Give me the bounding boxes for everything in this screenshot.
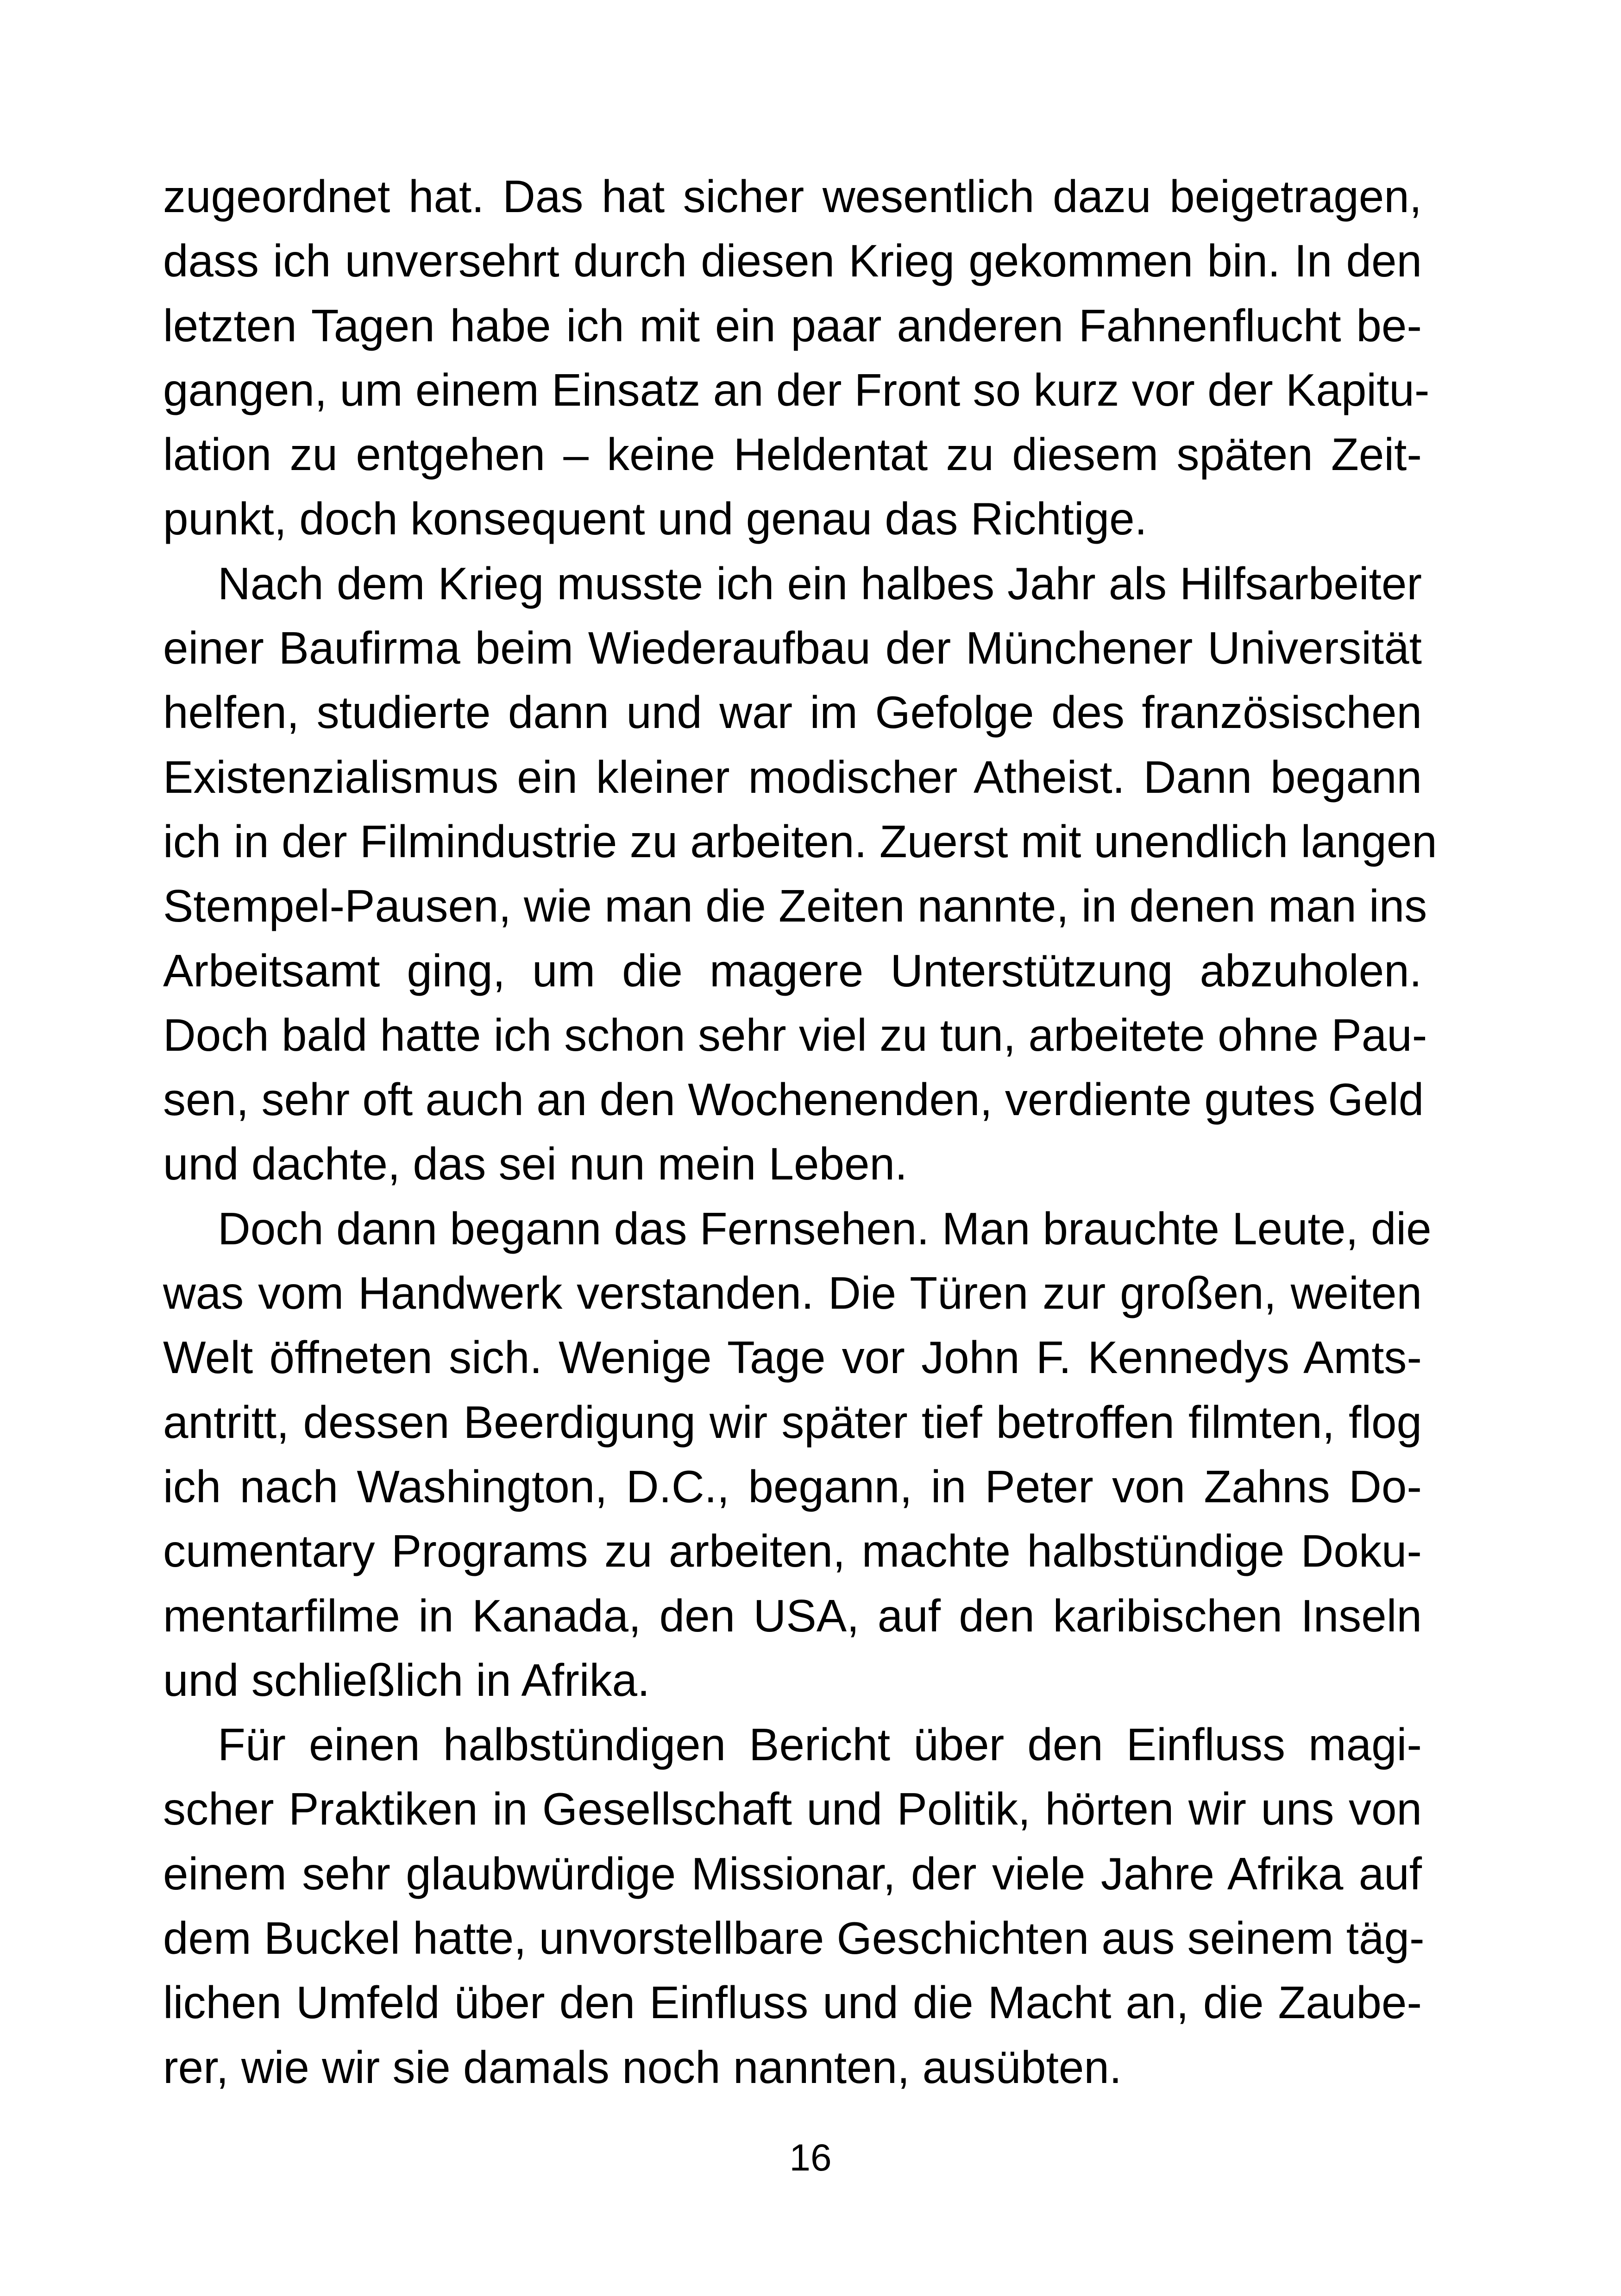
text-line: einem sehr glaubwürdige Missionar, der viele Jahre Afrika auf [163, 1848, 1422, 1899]
text-line: dem Buckel hatte, unvorstellbare Geschichten aus seinem täg- [163, 1913, 1425, 1964]
paragraph-2 [163, 552, 1437, 1197]
text-line: gangen, um einem Einsatz an der Front so kurz vor der Kapitu- [163, 364, 1430, 415]
text-line: und schließlich in Afrika. [163, 1654, 650, 1706]
text-line: mentarfilme in Kanada, den USA, auf den karibischen Inseln [163, 1590, 1422, 1641]
text-line: Welt öffneten sich. Wenige Tage vor John F. Kennedys Amts- [163, 1332, 1422, 1383]
text-line: Doch bald hatte ich schon sehr viel zu tun, arbeitete ohne Pau- [163, 1009, 1427, 1060]
text-line: Für einen halbstündigen Bericht über den Einfluss magi- [218, 1719, 1422, 1770]
text-line: lichen Umfeld über den Einfluss und die Macht an, die Zaube- [163, 1977, 1422, 2028]
text-line: dass ich unversehrt durch diesen Krieg gekommen bin. In den [163, 235, 1422, 287]
text-line: einer Baufirma beim Wiederaufbau der Münchener Universität [163, 622, 1422, 674]
text-line: ich in der Filmindustrie zu arbeiten. Zuerst mit unendlich langen [163, 816, 1437, 867]
text-line: sen, sehr oft auch an den Wochenenden, verdiente gutes Geld [163, 1074, 1424, 1125]
text-line: rer, wie wir sie damals noch nannten, ausübten. [163, 2041, 1122, 2093]
text-line: ich nach Washington, D.C., begann, in Peter von Zahns Do- [163, 1461, 1422, 1512]
text-line: Stempel-Pausen, wie man die Zeiten nannte, in denen man ins [163, 880, 1427, 932]
text-line: antritt, dessen Beerdigung wir später tief betroffen filmten, flog [163, 1396, 1422, 1448]
text-line: Existenzialismus ein kleiner modischer Atheist. Dann begann [163, 751, 1422, 803]
text-line: und dachte, das sei nun mein Leben. [163, 1138, 908, 1190]
text-line: scher Praktiken in Gesellschaft und Politik, hörten wir uns von [163, 1783, 1422, 1835]
paragraph-1 [163, 164, 1430, 552]
text-line: helfen, studierte dann und war im Gefolge des französischen [163, 687, 1422, 738]
text-line: Nach dem Krieg musste ich ein halbes Jahr als Hilfsarbeiter [218, 558, 1422, 609]
text-line: punkt, doch konsequent und genau das Richtige. [163, 493, 1147, 545]
text-line: letzten Tagen habe ich mit ein paar anderen Fahnenflucht be- [163, 300, 1422, 351]
body-text [163, 164, 1437, 2100]
text-line: lation zu entgehen – keine Heldentat zu diesem späten Zeit- [163, 429, 1422, 480]
page-number: 16 [789, 2137, 832, 2179]
text-line: was vom Handwerk verstanden. Die Türen zur großen, weiten [163, 1267, 1422, 1319]
paragraph-4 [163, 1713, 1425, 2100]
text-line: cumentary Programs zu arbeiten, machte halbstündige Doku- [163, 1525, 1422, 1577]
paragraph-3 [163, 1197, 1432, 1713]
text-line: Arbeitsamt ging, um die magere Unterstützung abzuholen. [163, 945, 1422, 996]
text-line: Doch dann begann das Fernsehen. Man brauchte Leute, die [218, 1203, 1432, 1254]
text-line: zugeordnet hat. Das hat sicher wesentlich dazu beigetragen, [163, 171, 1422, 222]
